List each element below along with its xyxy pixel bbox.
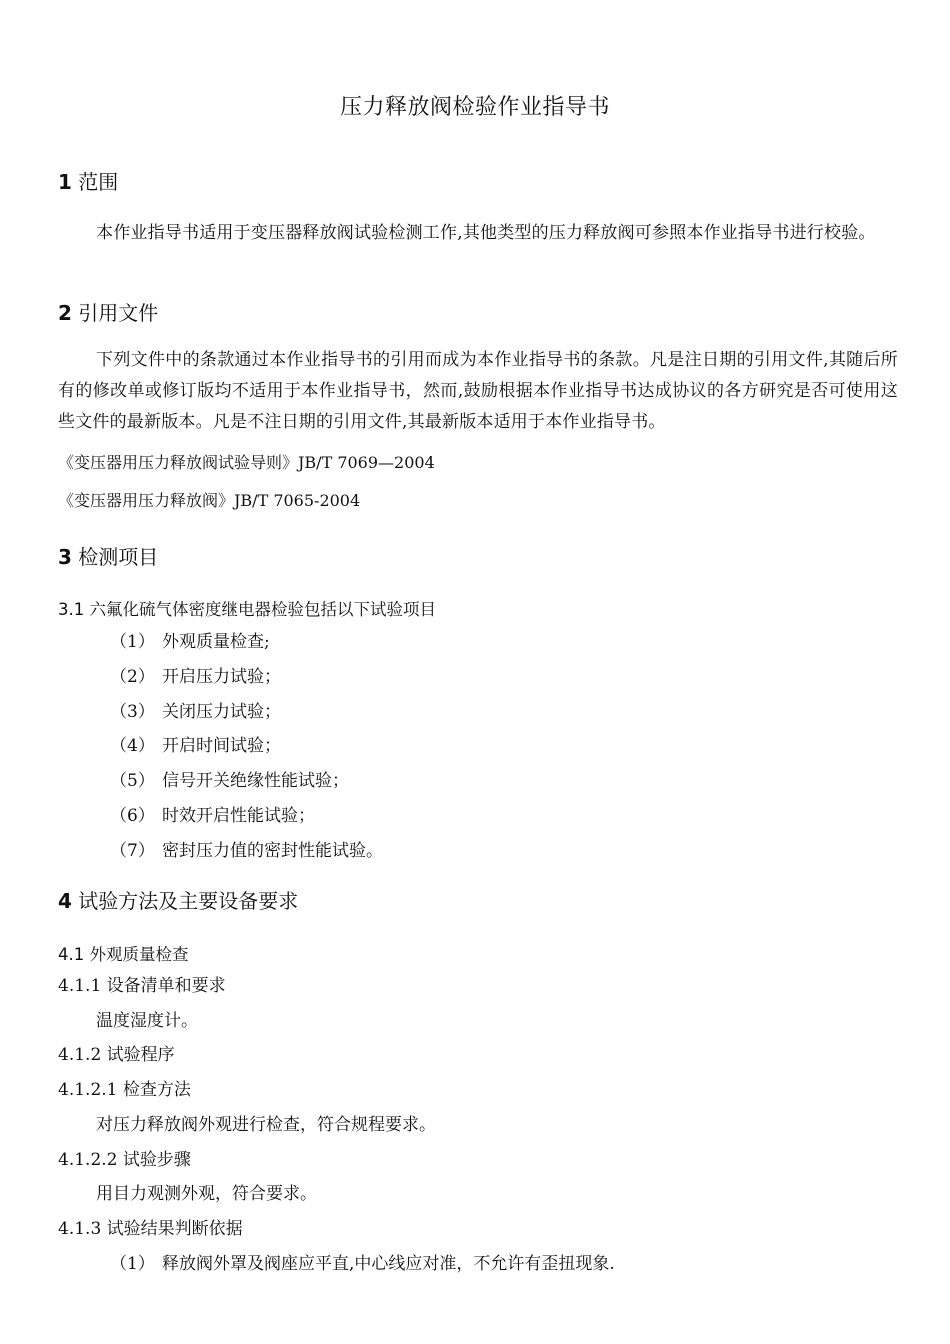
list-item-text: 释放阀外罩及阀座应平直,中心线应对准，不允许有歪扭现象. [162,1254,615,1274]
list-item-number: （1） [110,632,155,652]
section-3-title: 检测项目 [78,545,159,569]
list-item-text: 关闭压力试验； [162,702,281,722]
section-2-title: 引用文件 [78,301,159,325]
clause-4-1-3: 4.1.3 试验结果判断依据 [58,1219,243,1239]
reference-2: 《变压器用压力释放阀》JB/T 7065-2004 [58,491,361,510]
list-item-text: 开启时间试验； [162,736,281,756]
section-1-number: 1 [58,170,72,194]
section-2-paragraph: 下列文件中的条款通过本作业指导书的引用而成为本作业指导书的条款。凡是注日期的引用文件,其随后所有的修改单或修订版均不适用于本作业指导书，然而,鼓励根据本作业指导书达成协议的各方研究是否可使用这些文件的最新版本。凡是不注日期的引用文件,其最新版本适用于本作业指导书。 [58,350,898,432]
section-2-number: 2 [58,301,72,325]
list-item [110,701,281,723]
list-item-number: （7） [110,841,155,861]
section-2-heading [58,297,158,326]
list-item-text: 外观质量检查; [162,632,270,652]
section-1-heading [58,166,118,195]
list-item [110,735,281,757]
subsection-4-1-title: 外观质量检查 [89,945,189,964]
list-item-text: 密封压力值的密封性能试验。 [162,841,383,861]
section-4-heading [58,885,298,914]
list-item [110,805,315,827]
clause-4-1-2: 4.1.2 试验程序 [58,1045,175,1065]
clause-4-1-1-text: 温度湿度计。 [96,1011,198,1031]
clause-4-1-2-1-text: 对压力释放阀外观进行检查，符合规程要求。 [96,1115,436,1135]
list-item-number: （5） [110,771,155,791]
list-item [110,840,383,862]
section-4-number: 4 [58,889,72,913]
subsection-3-1-number: 3.1 [58,600,85,619]
list-item-number: （1） [110,1254,155,1274]
list-item-text: 信号开关绝缘性能试验； [162,771,349,791]
list-item-text: 开启压力试验； [162,667,281,687]
clause-4-1-2-1: 4.1.2.1 检查方法 [58,1080,191,1100]
list-item [110,631,270,653]
clause-4-1-1: 4.1.1 设备清单和要求 [58,976,226,996]
list-item [110,1253,615,1275]
list-item [110,666,281,688]
document-title: 压力释放阀检验作业指导书 [339,95,610,120]
list-item-number: （4） [110,736,155,756]
section-1-paragraph: 本作业指导书适用于变压器释放阀试验检测工作,其他类型的压力释放阀可参照本作业指导书进行校验。 [96,223,876,243]
list-item-number: （3） [110,702,155,722]
subsection-3-1-heading [58,596,436,620]
reference-1: 《变压器用压力释放阀试验导则》JB/T 7069—2004 [58,453,435,472]
subsection-4-1-heading [58,941,189,965]
section-1-title: 范围 [78,170,119,194]
list-item-text: 时效开启性能试验； [162,806,315,826]
list-item-number: （2） [110,667,155,687]
clause-4-1-2-2: 4.1.2.2 试验步骤 [58,1150,191,1170]
subsection-3-1-title: 六氟化硫气体密度继电器检验包括以下试验项目 [89,600,436,619]
subsection-4-1-number: 4.1 [58,945,85,964]
clause-4-1-2-2-text: 用目力观测外观，符合要求。 [96,1184,317,1204]
section-3-heading [58,541,158,570]
list-item [110,770,349,792]
section-4-title: 试验方法及主要设备要求 [78,889,299,913]
section-3-number: 3 [58,545,72,569]
list-item-number: （6） [110,806,155,826]
